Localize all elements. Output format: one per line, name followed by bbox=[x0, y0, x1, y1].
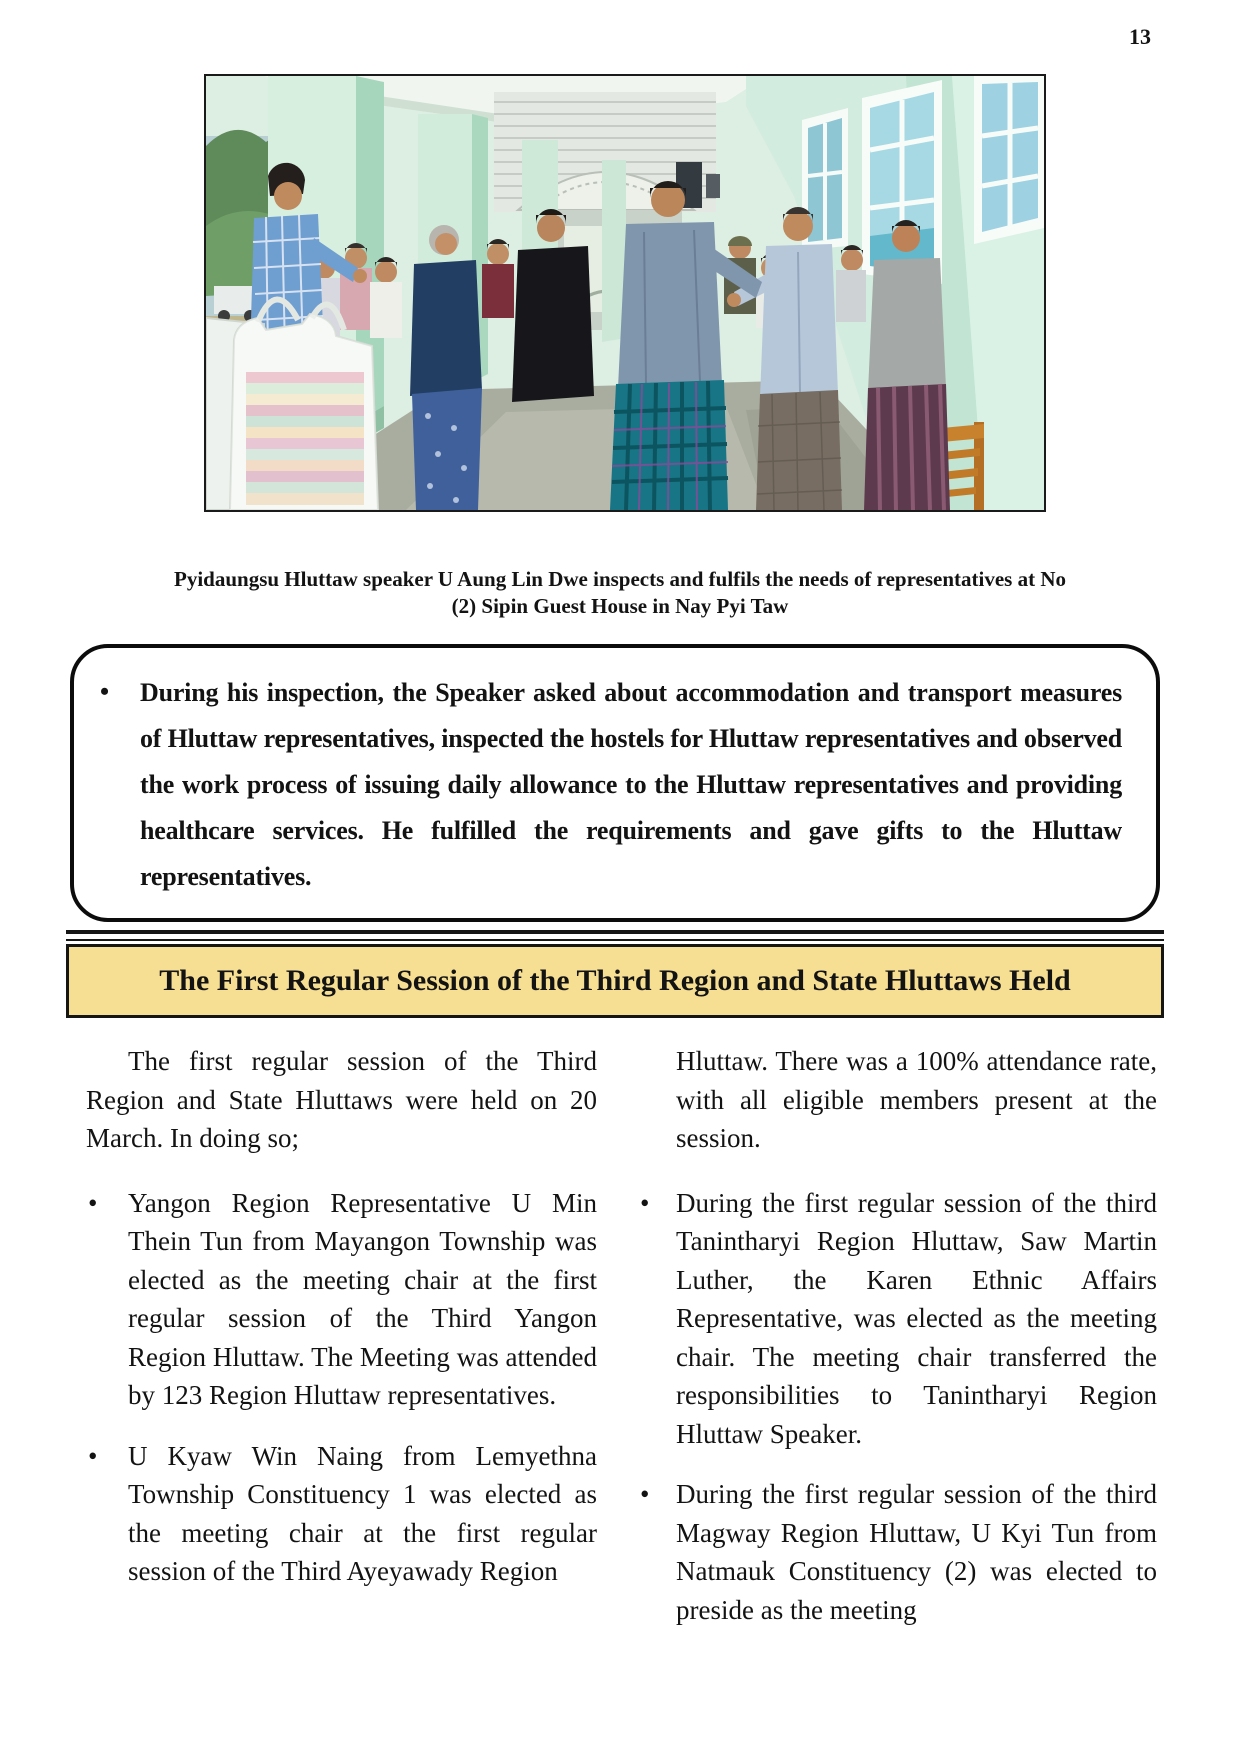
left-column bbox=[86, 1042, 597, 1613]
right-bullet-list bbox=[640, 1184, 1157, 1630]
bullet-dot: • bbox=[640, 1479, 650, 1509]
highlight-text: During his inspection, the Speaker asked about accommodation and transport measures of Hluttaw representatives, inspected the hostels for Hluttaw representatives and observed the work process of issuing daily allowance to the Hluttaw representatives and providing healthcare services. He fulfilled the requirements and gave gifts to the Hluttaw representatives. bbox=[140, 678, 1122, 891]
bullet-text: During the first regular session of the third Tanintharyi Region Hluttaw, Saw Martin Luther, the Karen Ethnic Affairs Representative, was elected as the meeting chair. The meeting chair transferred the responsibilities to Tanintharyi Region Hluttaw Speaker. bbox=[676, 1187, 1157, 1449]
double-rule bbox=[66, 930, 1164, 941]
bullet-dot: • bbox=[88, 1440, 98, 1471]
page-number: 13 bbox=[1129, 24, 1151, 49]
bullet-dot: • bbox=[100, 677, 109, 706]
bullet-text: During the first regular session of the third Magway Region Hluttaw, U Kyi Tun from Natmauk Constituency (2) was elected to preside as the meeting bbox=[676, 1479, 1157, 1625]
bullet-dot: • bbox=[640, 1187, 650, 1218]
bullet-item bbox=[86, 1437, 597, 1591]
right-column bbox=[640, 1042, 1157, 1651]
photo-caption-line2: (2) Sipin Guest House in Nay Pyi Taw bbox=[451, 594, 789, 618]
bullet-dot: • bbox=[88, 1187, 98, 1218]
bullet-text: Yangon Region Representative U Min Thein Tun from Mayangon Township was elected as the meeting chair at the first regular session of the Third Yangon Region Hluttaw. The Meeting was attended by 123 Region Hluttaw representatives. bbox=[128, 1187, 597, 1410]
photo-figure bbox=[204, 74, 1046, 512]
highlight-bullet-item bbox=[96, 670, 1122, 900]
section-title-bar bbox=[66, 944, 1164, 1018]
bullet-item bbox=[86, 1184, 597, 1415]
continuation-paragraph: Hluttaw. There was a 100% attendance rate, with all eligible members present at the session. bbox=[676, 1046, 1157, 1153]
highlight-box bbox=[70, 644, 1160, 922]
photo-caption bbox=[120, 566, 1120, 620]
intro-paragraph: The first regular session of the Third Region and State Hluttaws were held on 20 March. In doing so; bbox=[86, 1046, 597, 1153]
section-title: The First Regular Session of the Third Region and State Hluttaws Held bbox=[159, 964, 1071, 997]
bullet-text: U Kyaw Win Naing from Lemyethna Township Constituency 1 was elected as the meeting chair at the first regular session of the Third Ayeyawady Region bbox=[128, 1440, 597, 1586]
photo-caption-line1: Pyidaungsu Hluttaw speaker U Aung Lin Dwe inspects and fulfils the needs of representatives at No bbox=[174, 567, 1066, 591]
bullet-item bbox=[640, 1184, 1157, 1454]
left-bullet-list bbox=[86, 1184, 597, 1591]
guest-house-photo bbox=[206, 76, 1044, 510]
bullet-item bbox=[640, 1475, 1157, 1629]
